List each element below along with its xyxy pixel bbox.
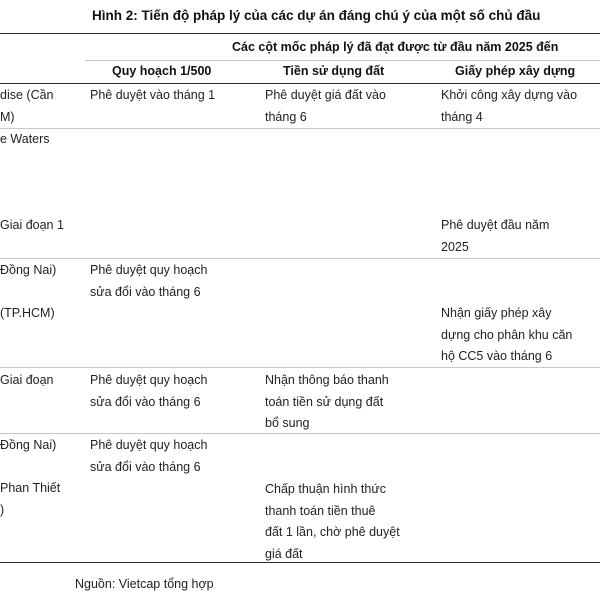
cell-planning: Phê duyệt quy hoạch sửa đổi vào tháng 6 [90, 373, 208, 409]
cell-land-fee: Chấp thuận hình thức thanh toán tiền thuê đất 1 lần, chờ phê duyệt giá đất [265, 482, 400, 561]
header-bottom-border [0, 83, 600, 84]
cell-planning: Phê duyệt quy hoạch sửa đổi vào tháng 6 [90, 438, 208, 474]
row-name: (TP.HCM) [0, 306, 55, 320]
header-group-label: Các cột mốc pháp lý đã đạt được từ đầu năm 2025 đến [232, 40, 559, 54]
cell-land-fee: Phê duyệt giá đất vào tháng 6 [265, 88, 386, 124]
cell-permit: Nhận giấy phép xây dựng cho phân khu căn hộ CC5 vào tháng 6 [441, 306, 573, 363]
row-name: Đồng Nai) [0, 438, 57, 452]
row-divider [0, 128, 600, 129]
row-name: dise (Cần M) [0, 88, 54, 124]
column-header-planning: Quy hoạch 1/500 [112, 64, 212, 78]
source-note: Nguồn: Vietcap tổng hợp [75, 577, 214, 591]
column-header-permit: Giấy phép xây dựng [455, 64, 576, 78]
row-divider [0, 433, 600, 434]
cell-permit: Phê duyệt đầu năm 2025 [441, 218, 550, 254]
row-name: Đồng Nai) [0, 263, 57, 277]
row-name: Phan Thiết ) [0, 481, 61, 517]
cell-planning: Phê duyệt vào tháng 1 [90, 88, 216, 102]
row-divider [0, 367, 600, 368]
row-name: Giai đoạn [0, 373, 54, 387]
table-bottom-border [0, 562, 600, 563]
column-header-land-fee: Tiền sử dụng đất [283, 64, 385, 78]
row-divider [0, 258, 600, 259]
figure-title: Hình 2: Tiến độ pháp lý của các dự án đáng chú ý của một số chủ đầu [92, 8, 541, 23]
table-top-border [0, 33, 600, 34]
cell-land-fee: Nhận thông báo thanh toán tiền sử dụng đất bổ sung [265, 373, 389, 430]
cell-permit: Khởi công xây dựng vào tháng 4 [441, 88, 578, 124]
row-name: Giai đoạn 1 [0, 218, 64, 232]
header-group-underline [85, 60, 600, 61]
cell-planning: Phê duyệt quy hoạch sửa đổi vào tháng 6 [90, 263, 208, 299]
row-name: e Waters [0, 132, 50, 146]
